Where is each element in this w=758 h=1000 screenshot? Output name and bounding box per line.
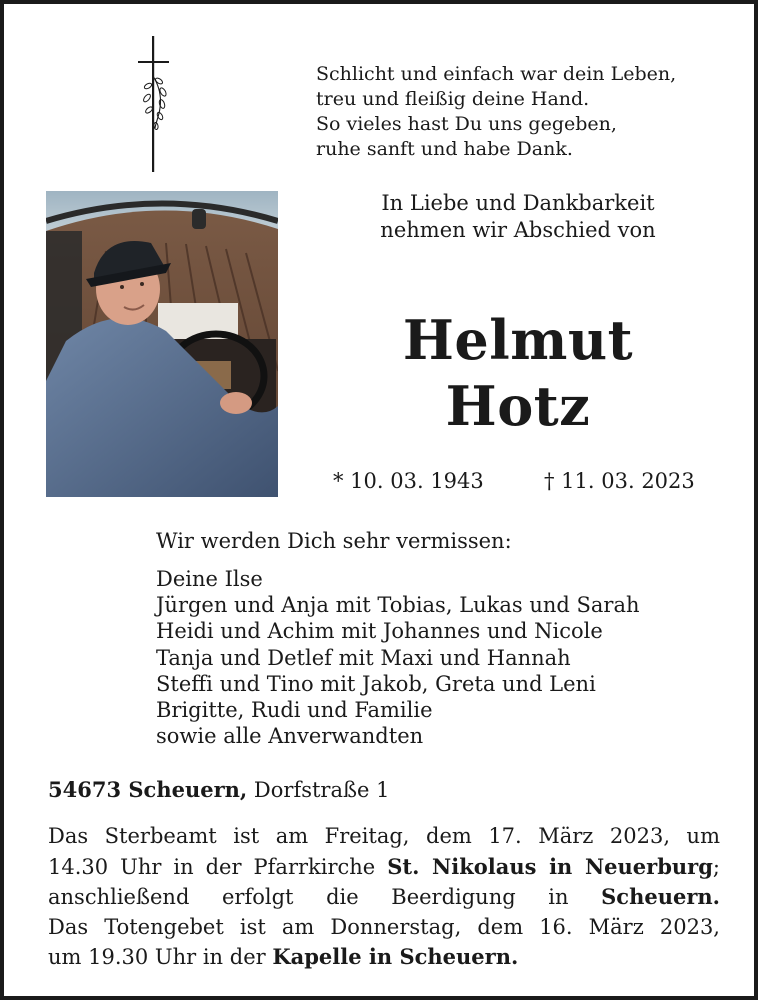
burial-place: Scheuern. bbox=[601, 884, 720, 909]
notice-text: anschließend erfolgt die Beerdigung in bbox=[48, 885, 569, 909]
funeral-notice bbox=[48, 822, 720, 973]
poem-line: ruhe sanft und habe Dank. bbox=[316, 138, 573, 160]
poem-line: Schlicht und einfach war dein Leben, bbox=[316, 63, 677, 85]
deceased-name bbox=[304, 307, 732, 439]
mourner-line: Tanja und Detlef mit Maxi und Hannah bbox=[156, 645, 571, 670]
mourner-line: Steffi und Tino mit Jakob, Greta und Leni bbox=[156, 671, 596, 696]
notice-line bbox=[48, 882, 720, 913]
address-street: Dorfstraße 1 bbox=[253, 778, 390, 802]
first-name: Helmut bbox=[402, 308, 634, 372]
notice-line bbox=[48, 942, 720, 973]
intro-line: nehmen wir Abschied von bbox=[380, 218, 656, 242]
mourner-line: Jürgen und Anja mit Tobias, Lukas und Sarah bbox=[156, 593, 640, 618]
poem-line: So vieles hast Du uns gegeben, bbox=[316, 113, 617, 135]
mourner-line: Brigitte, Rudi und Familie bbox=[156, 698, 433, 723]
death-date: † 11. 03. 2023 bbox=[544, 469, 695, 493]
mourner-line: Heidi und Achim mit Johannes und Nicole bbox=[156, 619, 603, 644]
portrait-photo bbox=[46, 191, 278, 497]
last-name: Hotz bbox=[445, 374, 591, 438]
notice-punct: ; bbox=[712, 854, 720, 879]
birth-date: * 10. 03. 1943 bbox=[333, 469, 484, 493]
mourners-list bbox=[156, 566, 640, 749]
mourner-line: sowie alle Anverwandten bbox=[156, 724, 424, 749]
chapel-name: Kapelle in Scheuern. bbox=[272, 944, 519, 969]
notice-line: Das Totengebet ist am Donnerstag, dem 16. März 2023, bbox=[48, 914, 720, 939]
intro-line: In Liebe und Dankbarkeit bbox=[381, 191, 655, 215]
poem bbox=[316, 62, 676, 162]
notice-text: 14.30 Uhr in der Pfarrkirche bbox=[48, 854, 376, 879]
address-town: 54673 Scheuern, bbox=[48, 777, 248, 802]
cross-icon bbox=[134, 36, 174, 174]
address bbox=[48, 775, 389, 805]
notice-text: um 19.30 Uhr in der bbox=[48, 945, 266, 969]
notice-line: Das Sterbeamt ist am Freitag, dem 17. März 2023, um bbox=[48, 824, 720, 848]
intro-text bbox=[304, 190, 732, 244]
mourners-heading: Wir werden Dich sehr vermissen: bbox=[156, 529, 512, 553]
notice-line bbox=[48, 852, 720, 883]
poem-line: treu und fleißig deine Hand. bbox=[316, 88, 590, 110]
church-name: St. Nikolaus in Neuerburg bbox=[387, 853, 713, 879]
mourner-line: Deine Ilse bbox=[156, 567, 263, 591]
